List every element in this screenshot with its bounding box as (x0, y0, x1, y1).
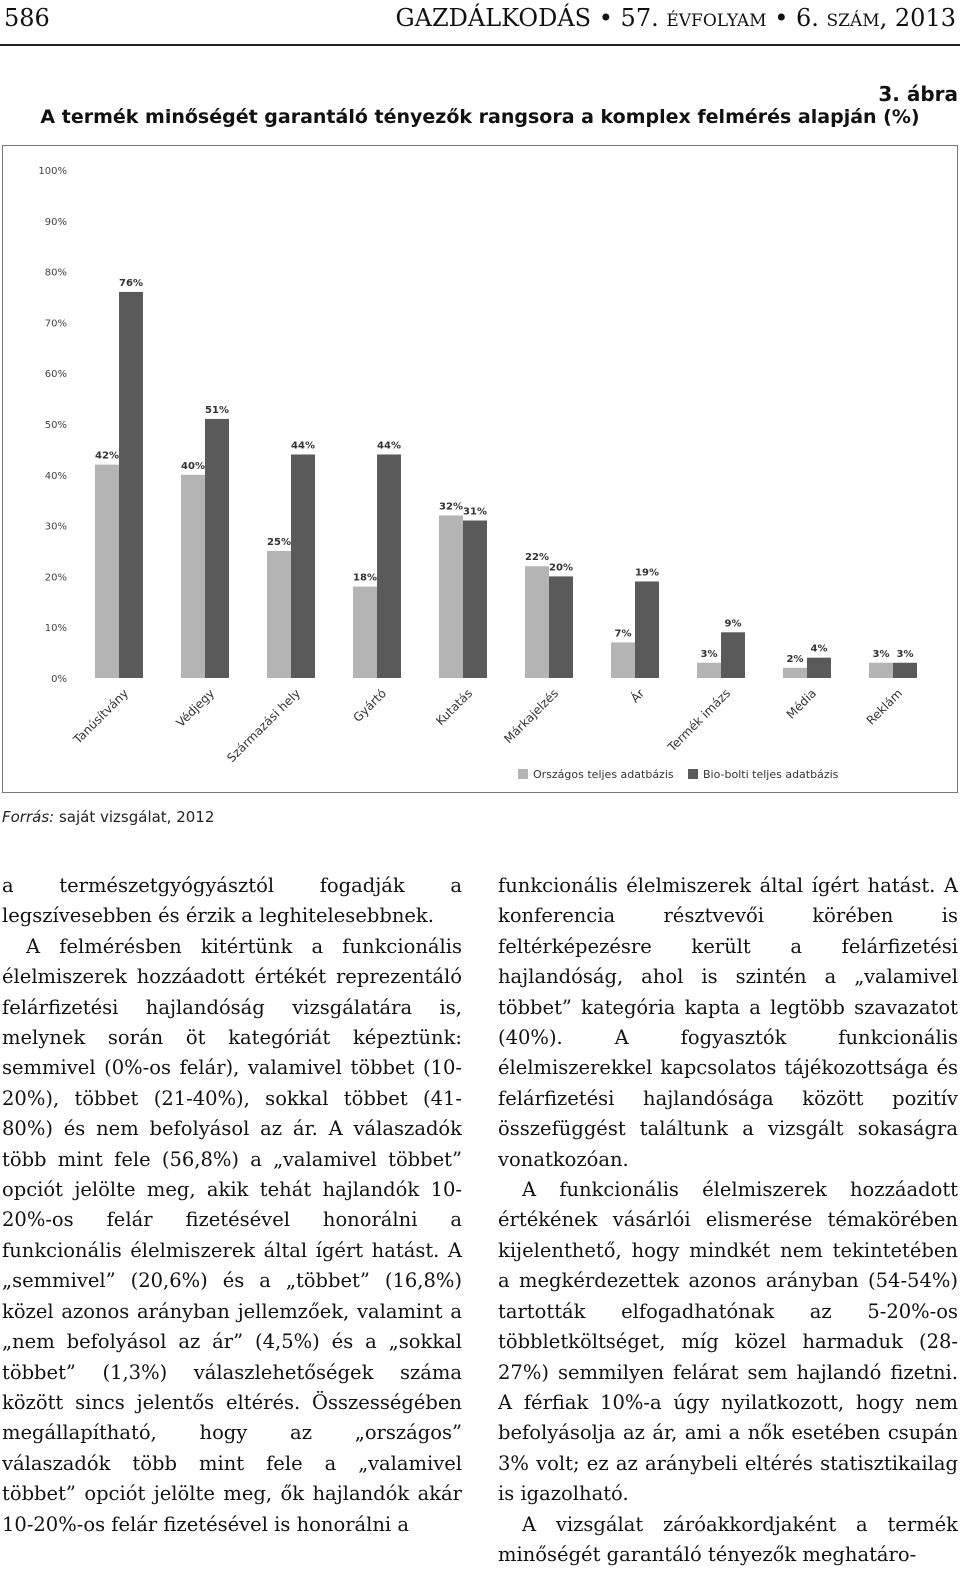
figure-source (2, 808, 214, 826)
data-label: 3% (872, 648, 890, 660)
journal-name: GAZDÁLKODÁS (395, 4, 592, 32)
data-label: 9% (724, 618, 742, 630)
bar (267, 551, 291, 678)
x-tick-label: Tanúsítvány (70, 686, 132, 747)
bar (95, 465, 119, 678)
y-tick-label: 30% (44, 521, 67, 533)
bar (377, 454, 401, 678)
source-text: saját vizsgálat, 2012 (58, 808, 215, 826)
data-label: 31% (463, 506, 487, 518)
y-tick-label: 0% (51, 674, 67, 685)
y-tick-label: 50% (44, 420, 67, 431)
figure-title: A termék minőségét garantáló tényezők rangsora a komplex felmérés alapján (%) (40, 106, 920, 128)
x-tick-label: Kutatás (433, 686, 476, 729)
journal-volume: 57. évfolyam (620, 4, 767, 32)
data-label: 40% (181, 460, 205, 472)
paragraph: a természetgyógyásztól fogadják a legszívesebben és érzik a leghitelesebbnek. (2, 874, 462, 928)
x-tick-label: Gyártó (350, 686, 390, 725)
legend-label: Bio-bolti teljes adatbázis (703, 768, 839, 781)
data-label: 18% (353, 572, 377, 584)
page-number: 586 (4, 4, 50, 32)
legend-swatch (688, 769, 698, 779)
page-header (0, 0, 960, 38)
data-label: 20% (549, 562, 573, 574)
bar (291, 454, 315, 678)
bar (611, 642, 635, 678)
x-tick-label: Származási hely (224, 686, 304, 766)
bar (439, 515, 463, 678)
x-tick-label: Ár (627, 686, 648, 706)
data-label: 4% (810, 643, 828, 655)
y-tick-label: 60% (44, 369, 67, 381)
journal-running-head: GAZDÁLKODÁS • 57. évfolyam • 6. szám, 2013 (395, 4, 956, 32)
x-tick-label: Termék imázs (665, 686, 734, 755)
data-label: 51% (205, 404, 229, 416)
header-rule (0, 44, 960, 46)
journal-issue: 6. szám, 2013 (795, 4, 956, 32)
paragraph: A felmérésben kitértünk a funkcionális élelmiszerek hozzáadott értékét reprezentáló felárfizetési hajlandóság vizsgálatára is, melynek során öt kategóriát képeztünk: semmivel (0%-os felár), valamivel többet (10-20%), többet (21-40%), sokkal többet (41-80%) és nem befolyásol az ár. A válaszadók több mint fele (56,8%) a „valamivel többet” opciót jelölte meg, akik tehát hajlandók 10-20%-os felár fizetésével honorálni a funkcionális élelmiszerek által ígért hatást. A „semmivel” (20,6%) és a „többet” (16,8%) közel azonos arányban jellemzőek, valamint a „nem befolyásol az ár” (4,5%) és a „sokkal többet” (1,3%) válaszlehetőségek száma között sincs jelentős eltérés. Összességében megállapítható, hogy az „országos” válaszadók több mint fele a „valamivel többet” opciót jelölte meg, ők hajlandók akár 10-20%-os felár fizetésével is honorálni a (2, 934, 462, 1536)
x-tick-label: Márkajelzés (501, 686, 562, 747)
data-label: 7% (614, 628, 632, 640)
bar (893, 663, 917, 678)
bar (635, 581, 659, 678)
chart-frame (2, 145, 958, 793)
data-label: 32% (439, 501, 463, 513)
y-tick-label: 10% (44, 623, 67, 635)
paragraph: funkcionális élelmiszerek által ígért hatást. A konferencia résztvevői körében is feltérképezésre került a felárfizetési hajlandóság, ahol is szintén a „valamivel többet” kategória kapta a legtöbb szavazatot (40%). A fogyasztók funkcionális élelmiszerekkel kapcsolatos tájékozottsága és felárfizetési hajlandósága között pozitív összefüggést találtunk a vizsgált sokaságra vonatkozóan. (498, 874, 958, 1171)
data-label: 22% (525, 552, 549, 564)
y-tick-label: 20% (44, 572, 67, 584)
bar-chart (3, 146, 957, 792)
bar (205, 419, 229, 678)
bar (783, 668, 807, 678)
data-label: 19% (635, 567, 659, 579)
legend-swatch (518, 769, 528, 779)
bar (181, 475, 205, 678)
bar (869, 663, 893, 678)
y-tick-label: 40% (44, 470, 67, 482)
bar (463, 521, 487, 678)
data-label: 3% (896, 648, 914, 660)
bar (807, 658, 831, 678)
data-label: 42% (95, 450, 119, 462)
x-tick-label: Védjegy (173, 686, 218, 730)
data-label: 44% (291, 440, 315, 452)
bar (721, 632, 745, 678)
bar (549, 576, 573, 678)
data-label: 3% (700, 648, 718, 660)
bar (119, 292, 143, 678)
paragraph: A vizsgálat záróakkordjaként a termék minőségét garantáló tényezők meghatáro- (498, 1512, 958, 1566)
legend-label: Országos teljes adatbázis (533, 768, 674, 781)
bar (525, 566, 549, 678)
paragraph: A funkcionális élelmiszerek hozzáadott értékének vásárlói elismerése témakörében kijelenthető, hogy mindkét nem tekintetében a megkérdezettek azonos arányban (54-54%) tartották elfogadhatónak az 5-20%-os többletköltséget, míg közel harmaduk (28-27%) semmilyen felárat sem hajlandó fizetni. A férfiak 10%-a úgy nyilatkozott, hogy nem befolyásolja az ár, ami a nők esetében csupán 3% volt; ez az aránybeli eltérés statisztikailag is igazolható. (498, 1178, 958, 1506)
source-prefix: Forrás: (2, 808, 55, 826)
y-tick-label: 80% (44, 267, 67, 279)
data-label: 76% (119, 277, 143, 289)
bar (697, 663, 721, 678)
data-label: 25% (267, 537, 291, 548)
y-tick-label: 100% (38, 166, 67, 177)
x-tick-label: Média (783, 686, 820, 722)
y-tick-label: 90% (44, 216, 67, 228)
x-tick-label: Reklám (863, 686, 906, 728)
data-label: 44% (377, 440, 401, 452)
text-column-left (2, 871, 462, 1540)
figure-label: 3. ábra (878, 82, 958, 106)
data-label: 2% (786, 653, 804, 665)
bar (353, 587, 377, 678)
text-column-right (498, 871, 958, 1570)
y-tick-label: 70% (44, 318, 67, 330)
